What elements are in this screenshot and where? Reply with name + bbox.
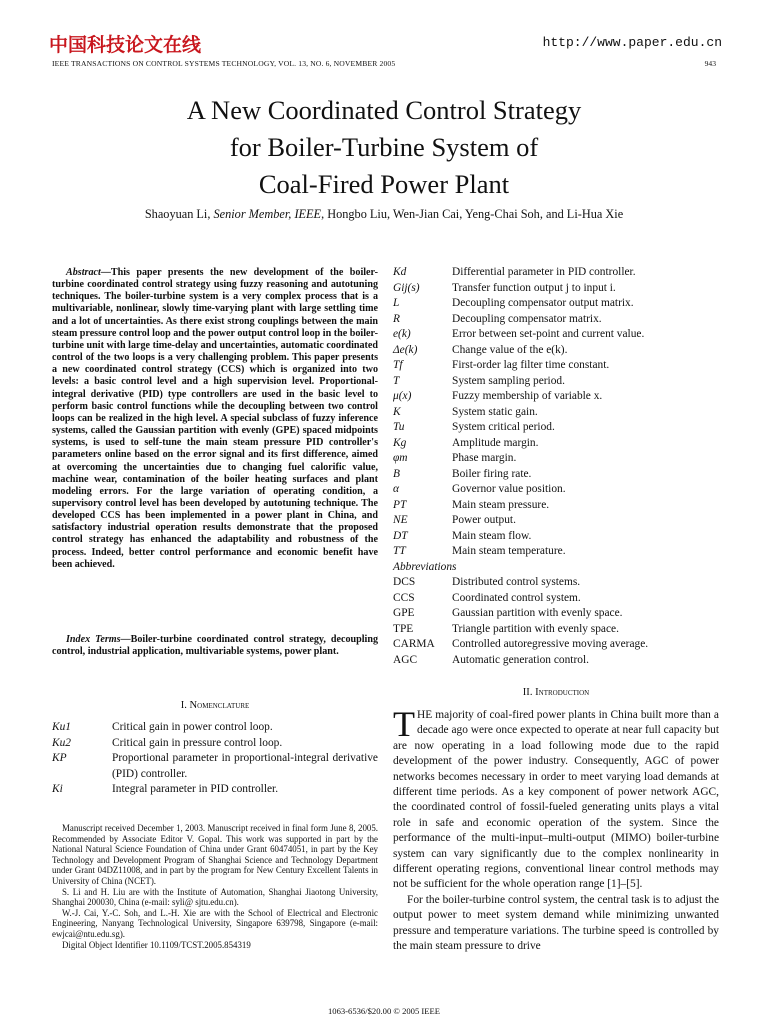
title-line: Coal-Fired Power Plant [258, 169, 510, 199]
footnote-paragraph: S. Li and H. Liu are with the Institute of Automation, Shanghai Jiaotong University, Shanghai 200030, China (e-mail: syli@ sjtu.edu.cn). [52, 886, 378, 908]
nomenclature-row [393, 343, 719, 359]
nomenclature-row [393, 265, 719, 281]
section-title: Introduction [535, 687, 590, 698]
nomenclature-row [52, 736, 378, 752]
nomenclature-symbol: TT [393, 545, 406, 557]
nomenclature-symbol: R [393, 312, 400, 325]
definition: Integral parameter in PID controller. [112, 783, 279, 795]
abbreviation-row [393, 591, 719, 607]
abbreviations-list [393, 575, 719, 668]
section-title: Nomenclature [189, 700, 250, 711]
abbreviation-row [393, 622, 719, 638]
abstract [52, 267, 378, 571]
site-logo: 中国科技论文在线 [49, 34, 202, 56]
abbreviation-row [393, 637, 719, 653]
site-url[interactable]: http://www.paper.edu.cn [542, 35, 722, 50]
definition: Change value of the e(k). [452, 343, 568, 356]
nomenclature-row [393, 312, 719, 328]
nomenclature-symbol: α [393, 483, 399, 495]
nomenclature-symbol: Ku2 [52, 736, 71, 749]
nomenclature-symbol: μ(x) [393, 390, 412, 402]
section-number: I. [180, 700, 190, 711]
abbreviation-term: DCS [393, 576, 416, 588]
nomenclature-row [393, 467, 719, 483]
nomenclature-row [393, 529, 719, 545]
definition: Boiler firing rate. [452, 467, 532, 480]
abbreviation-row [393, 606, 719, 622]
intro-paragraph: For the boiler-turbine control system, the central task is to adjust the output power to meet system demand while minimizing unwanted pressure and temperature variations. The turbine speed is controlled by the main steam pressure to drive [393, 893, 719, 953]
definition: Automatic generation control. [452, 653, 589, 666]
definition: Main steam flow. [452, 529, 532, 542]
footnote-paragraph: Manuscript received December 1, 2003. Manuscript received in final form June 8, 2005. Recommended by Associate Editor V. Gopal. This work was supported in part by the National Natural Science Foundation of China under Grant 60474051, in part by the Key Technology and Development Program of Shanghai Science and Technology Department under Grant 04DZ11008, and in part by the program for New Century Excellent Talents in University of China (NCET). [52, 823, 378, 886]
copyright-line: 1063-6536/$20.00 © 2005 IEEE [327, 1006, 441, 1016]
nomenclature-symbol: Kg [393, 436, 407, 449]
nomenclature-row [393, 482, 719, 498]
definition: Governor value position. [452, 483, 566, 495]
index-terms-text: —Boiler-turbine coordinated control strategy, decoupling control, industrial application, multivariable systems, power plant. [52, 634, 378, 658]
definition: Main steam pressure. [452, 498, 550, 511]
nomenclature-row [393, 451, 719, 467]
section-number: II. [522, 687, 536, 698]
definition: Decoupling compensator matrix. [452, 312, 602, 325]
nomenclature-row [393, 327, 719, 343]
nomenclature-symbol: K [393, 405, 401, 418]
definition: Main steam temperature. [452, 545, 566, 557]
definition: System critical period. [452, 421, 555, 433]
abstract-text: —This paper presents the new development of the boiler-turbine coordinated control strategy using fuzzy reasoning and autotuning techniques. The boiler-turbine system is a very complex process that is a multivariable, nonlinear, slowly time-varying plant with large settling time and a lot of uncertainties. As there exist strong couplings between the main steam pressure control loop and the power output control loop in the boiler-turbine unit with large time-delay and uncertainties, automatic coordinated control of the two loops is a very challenging problem. This paper presents a new coordinated control strategy (CCS) which is organized into two levels: a basic control level and a high supervision level. Proportional-integral derivative (PID) type controllers are used in the basic level to perform basic control functions while the decoupling between two control loops can be realized in the high level. A special subclass of fuzzy inference systems, called the Gaussian partition with evenly (GPE) spaced midpoints systems, is used to self-tune the main steam pressure PID controller's parameters online based on the error signal and its first difference, aimed at overcoming the uncertainties due to changing fuel calorific value, machine wear, contamination of the boiler heating surfaces and plant modeling errors. For the large variation of operating condition, a supervisory control level has been developed by autotuning technique. The developed CCS has been implemented in a power plant in China, and satisfactory industrial operation results demonstrate that the proposed control strategy has enhanced the adaptability and robustness of the process. Indeed, better control performance and economic benefit have been achieved. [52, 267, 378, 570]
abbreviation-term: GPE [393, 607, 415, 619]
nomenclature-row [393, 498, 719, 514]
author-role: Senior Member, IEEE [213, 207, 322, 221]
author-rest: , Hongbo Liu, Wen-Jian Cai, Yeng-Chai Soh, and Li-Hua Xie [321, 207, 624, 221]
paper-title [0, 92, 768, 203]
definition: Transfer function output j to input i. [452, 281, 616, 294]
nomenclature-symbol: Tf [393, 359, 403, 371]
nomenclature-row [52, 782, 378, 798]
definition: Proportional parameter in proportional-integral derivative (PID) controller. [112, 752, 378, 780]
definition: Phase margin. [452, 452, 517, 464]
author-first: Shaoyuan Li, [144, 207, 211, 221]
index-terms-label: Index Terms [66, 634, 121, 645]
definition: Distributed control systems. [452, 576, 581, 588]
definition: Power output. [452, 514, 516, 526]
abbreviation-term: CARMA [393, 638, 435, 650]
nomenclature-symbol: Kd [393, 266, 407, 278]
definition: Critical gain in power control loop. [112, 721, 273, 733]
definition: Decoupling compensator output matrix. [452, 297, 634, 309]
page-number: 943 [704, 59, 716, 68]
title-line: for Boiler-Turbine System of [229, 132, 539, 162]
nomenclature-symbol: T [393, 374, 400, 387]
nomenclature-symbol: e(k) [393, 328, 411, 340]
definition: Amplitude margin. [452, 436, 539, 449]
nomenclature-symbol: Ki [52, 783, 63, 795]
nomenclature-row [393, 358, 719, 374]
footnote-paragraph: W.-J. Cai, Y.-C. Soh, and L.-H. Xie are with the School of Electrical and Electronic Engineering, Nanyang Technological University, Singapore 639798, Singapore (e-mail: ewjcai@ntu.edu.sg). [52, 907, 378, 939]
definition: Coordinated control system. [452, 591, 581, 604]
nomenclature-symbols [393, 265, 719, 560]
nomenclature-symbol: Ku1 [52, 721, 71, 733]
definition: Fuzzy membership of variable x. [452, 390, 603, 402]
intro-text: HE majority of coal-fired power plants in China built more than a decade ago were once expected to operate at near full capacity but are now operating in a load following mode due to the rapid development of the power industry. Consequently, AGC of power networks becomes necessary in order to meet varying load demands at different time periods. As a key component of power network AGC, the coordinated control of fossil-fueled generating units plays a vital role in safe and economic operation of the system. Since the performance of the multi-input–multi-output (MIMO) boiler-turbine system can vary significantly due to the complex nonlinearity in different operating regions, conventional linear control methods may not be sufficient for the whole operation range [1]–[5]. [393, 709, 720, 891]
nomenclature-symbol: PT [393, 498, 407, 511]
nomenclature-symbol: KP [52, 752, 67, 764]
nomenclature-symbol: Gij(s) [393, 281, 420, 294]
nomenclature-symbol: Tu [393, 421, 405, 433]
nomenclature-row [393, 281, 719, 297]
definition: Controlled autoregressive moving average. [452, 638, 649, 650]
journal-running-head: IEEE TRANSACTIONS ON CONTROL SYSTEMS TECHNOLOGY, VOL. 13, NO. 6, NOVEMBER 2005 [52, 59, 396, 68]
nomenclature-symbol: φm [393, 452, 408, 464]
definition: System static gain. [452, 405, 538, 418]
abbreviation-row [393, 575, 719, 591]
nomenclature-row [393, 544, 719, 560]
nomenclature-row [393, 513, 719, 529]
abbreviation-term: CCS [393, 591, 415, 604]
title-line: A New Coordinated Control Strategy [186, 95, 582, 125]
definition: Error between set-point and current value. [452, 328, 645, 340]
nomenclature-row [52, 751, 378, 782]
abbreviations-heading: Abbreviations [393, 560, 457, 573]
definition: Triangle partition with evenly space. [452, 622, 619, 635]
section-heading-nomenclature [52, 700, 378, 711]
definition: Critical gain in pressure control loop. [112, 736, 283, 749]
nomenclature-row [52, 720, 378, 736]
introduction-body [393, 704, 720, 955]
nomenclature-row [393, 405, 719, 421]
nomenclature-symbol: NE [393, 514, 408, 526]
footnote-paragraph: Digital Object Identifier 10.1109/TCST.2005.854319 [62, 939, 251, 950]
nomenclature-list-right [393, 265, 719, 668]
definition: System sampling period. [452, 374, 565, 387]
section-heading-introduction [393, 687, 719, 698]
index-terms [52, 634, 378, 658]
nomenclature-row [393, 389, 719, 405]
nomenclature-symbol: DT [393, 529, 408, 542]
nomenclature-symbol: L [393, 297, 400, 309]
nomenclature-symbol: Δe(k) [393, 343, 418, 356]
intro-paragraph [393, 704, 720, 893]
nomenclature-list-left [52, 720, 378, 798]
abbreviation-row [393, 653, 719, 669]
nomenclature-row [393, 436, 719, 452]
definition: Gaussian partition with evenly space. [452, 607, 623, 619]
abstract-label: Abstract [66, 267, 101, 278]
nomenclature-row [393, 420, 719, 436]
nomenclature-row [393, 374, 719, 390]
abbreviation-term: TPE [393, 622, 414, 635]
drop-cap: T [393, 704, 415, 744]
abbreviation-term: AGC [393, 653, 418, 666]
nomenclature-symbol: B [393, 467, 400, 480]
nomenclature-row [393, 296, 719, 312]
definition: First-order lag filter time constant. [452, 359, 610, 371]
footnote [52, 823, 378, 950]
definition: Differential parameter in PID controller. [452, 266, 636, 278]
author-list [0, 207, 768, 222]
